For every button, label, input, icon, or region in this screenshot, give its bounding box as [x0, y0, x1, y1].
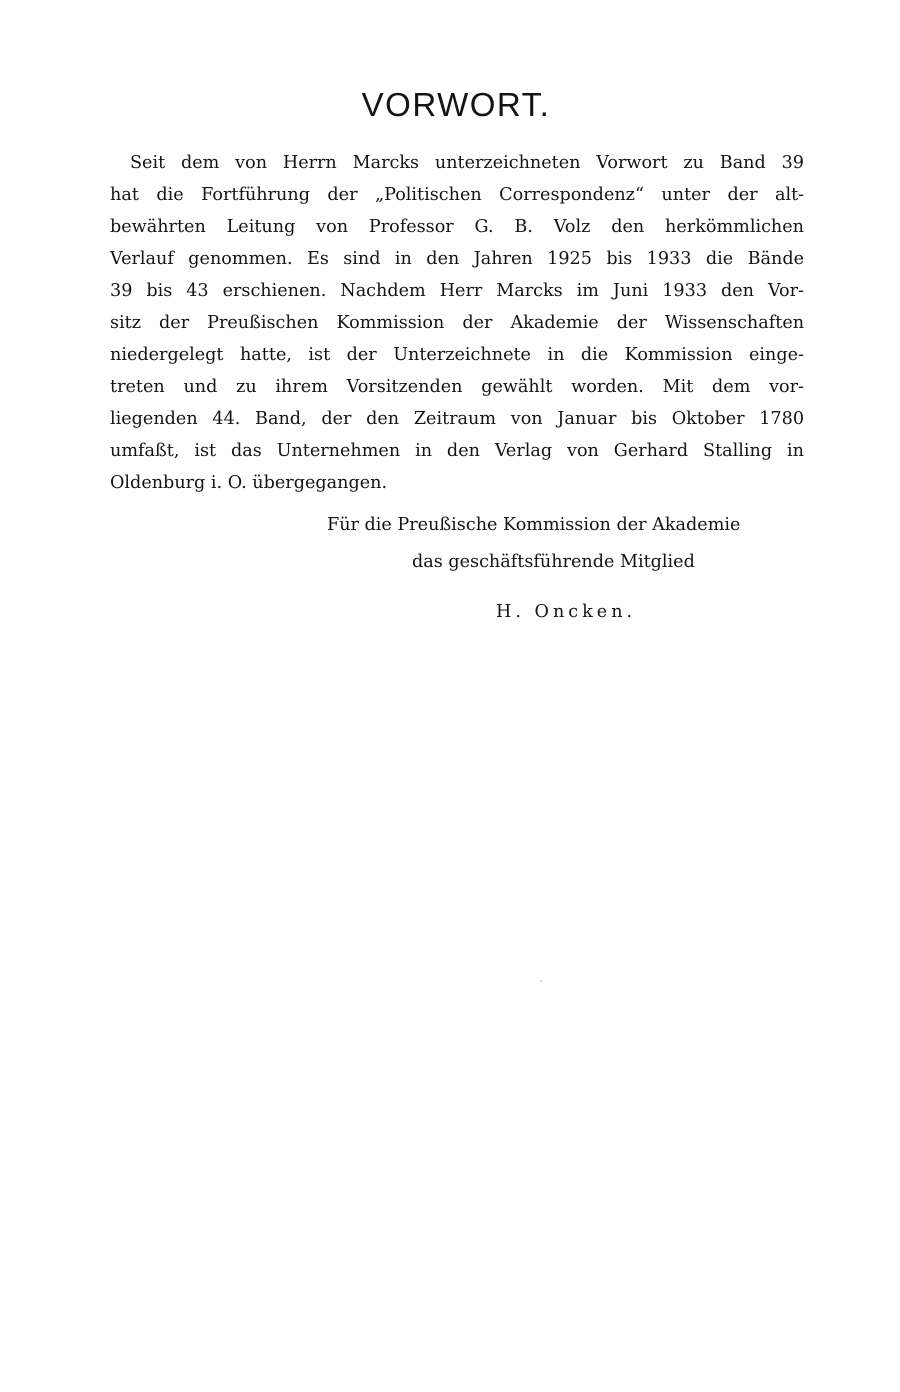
paragraph-line: Seit dem von Herrn Marcks unterzeichneten Vorwort zu Band 39 — [130, 153, 804, 173]
signature-name: H. Oncken. — [496, 602, 637, 622]
paragraph-line: liegenden 44. Band, der den Zeitraum von Januar bis Oktober 1780 — [110, 409, 805, 429]
paragraph-line: sitz der Preußischen Kommission der Akademie der Wissenschaften — [110, 313, 805, 333]
paragraph-line: treten und zu ihrem Vorsitzenden gewählt worden. Mit dem vor- — [110, 377, 804, 397]
preface-paragraph — [110, 147, 804, 499]
signature-role: das geschäftsführende Mitglied — [412, 552, 695, 572]
paragraph-line: hat die Fortführung der „Politischen Correspondenz“ unter der alt- — [110, 185, 805, 205]
page-speck — [540, 980, 542, 982]
paragraph-line: umfaßt, ist das Unternehmen in den Verlag von Gerhard Stalling in — [110, 441, 804, 461]
paragraph-line: 39 bis 43 erschienen. Nachdem Herr Marcks im Juni 1933 den Vor- — [110, 281, 804, 301]
signature-organization: Für die Preußische Kommission der Akademie — [327, 515, 741, 535]
paragraph-line: Verlauf genommen. Es sind in den Jahren 1925 bis 1933 die Bände — [110, 249, 804, 269]
paragraph-line: niedergelegt hatte, ist der Unterzeichnete in die Kommission einge- — [110, 345, 804, 365]
paragraph-line: bewährten Leitung von Professor G. B. Volz den herkömmlichen — [110, 217, 805, 237]
paragraph-line: Oldenburg i. O. übergegangen. — [110, 473, 388, 493]
page-title: VORWORT. — [361, 86, 551, 123]
